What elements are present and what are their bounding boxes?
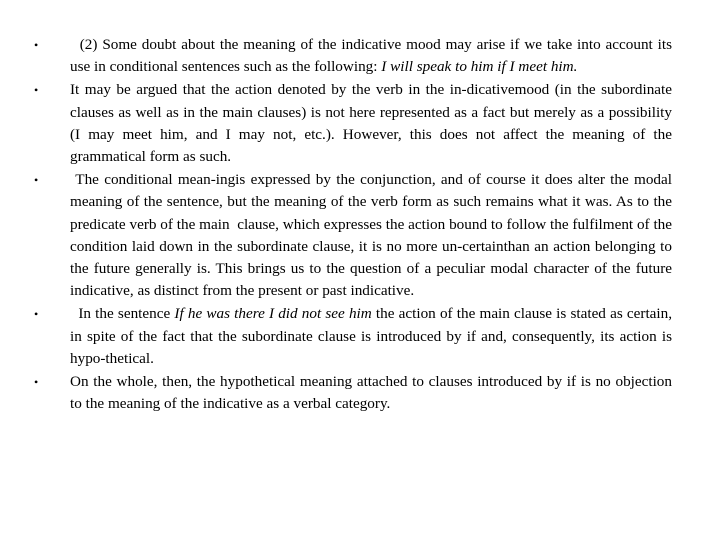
bullet-item [34,34,676,78]
bullet-text [70,305,672,366]
bullet-item [34,371,672,415]
bullet-item [34,79,672,168]
bullet-list [34,34,676,416]
bullet-item [34,303,673,370]
bullet-text [70,36,676,75]
bullet-text [70,171,676,299]
bullet-text-segment: The conditional mean-ingis expressed by the conjunction, and of course it does alter the modal meaning of the sentence, but the meaning of the verb form as such remains what it was. As to the predicate verb of the main clause, which expresses the action bound to follow the fulfilment of the condition laid down in the subordinate clause, it is no more un-certainthan an action belonging to the future generally is. This brings us to the question of a peculiar modal character of the future indicative, as distinct from the present or past indicative. [70,171,676,300]
bullet-text [70,81,672,165]
bullet-dot-icon: • [34,38,39,52]
bullet-text-italic: If he was there I did not see him [174,305,372,323]
bullet-text [70,373,672,412]
bullet-text-segment: (2) Some doubt about the meaning of the indicative mood may arise if we take into account its use in conditional sentences such as the following: [70,36,676,76]
bullet-text-segment: It may be argued that the action denoted by the verb in the in-dicativemood (in the subordinate clauses as well as in the main clauses) is not here represented as a fact but merely as a possibility (I may meet him, and I may not, etc.). However, this does not affect the meaning of the grammatical form as such. [70,81,672,166]
bullet-text-segment: In the sentence [70,305,175,323]
bullet-text-segment: the action of the main clause is stated as certain, in spite of the fact that the subordinate clause is introduced by if and, consequently, its action is hypo-thetical. [70,305,673,367]
bullet-dot-icon: • [34,173,39,188]
bullet-dot-icon: • [34,83,39,98]
bullet-text-segment: On the whole, then, the hypothetical meaning attached to clauses introduced by if is no objection to the meaning of the indicative as a verbal category. [70,373,672,413]
bullet-item [34,169,676,302]
bullet-dot-icon: • [34,307,39,322]
bullet-text-italic: I will speak to him if I meet him. [381,58,578,76]
bullet-dot-icon: • [34,375,39,390]
